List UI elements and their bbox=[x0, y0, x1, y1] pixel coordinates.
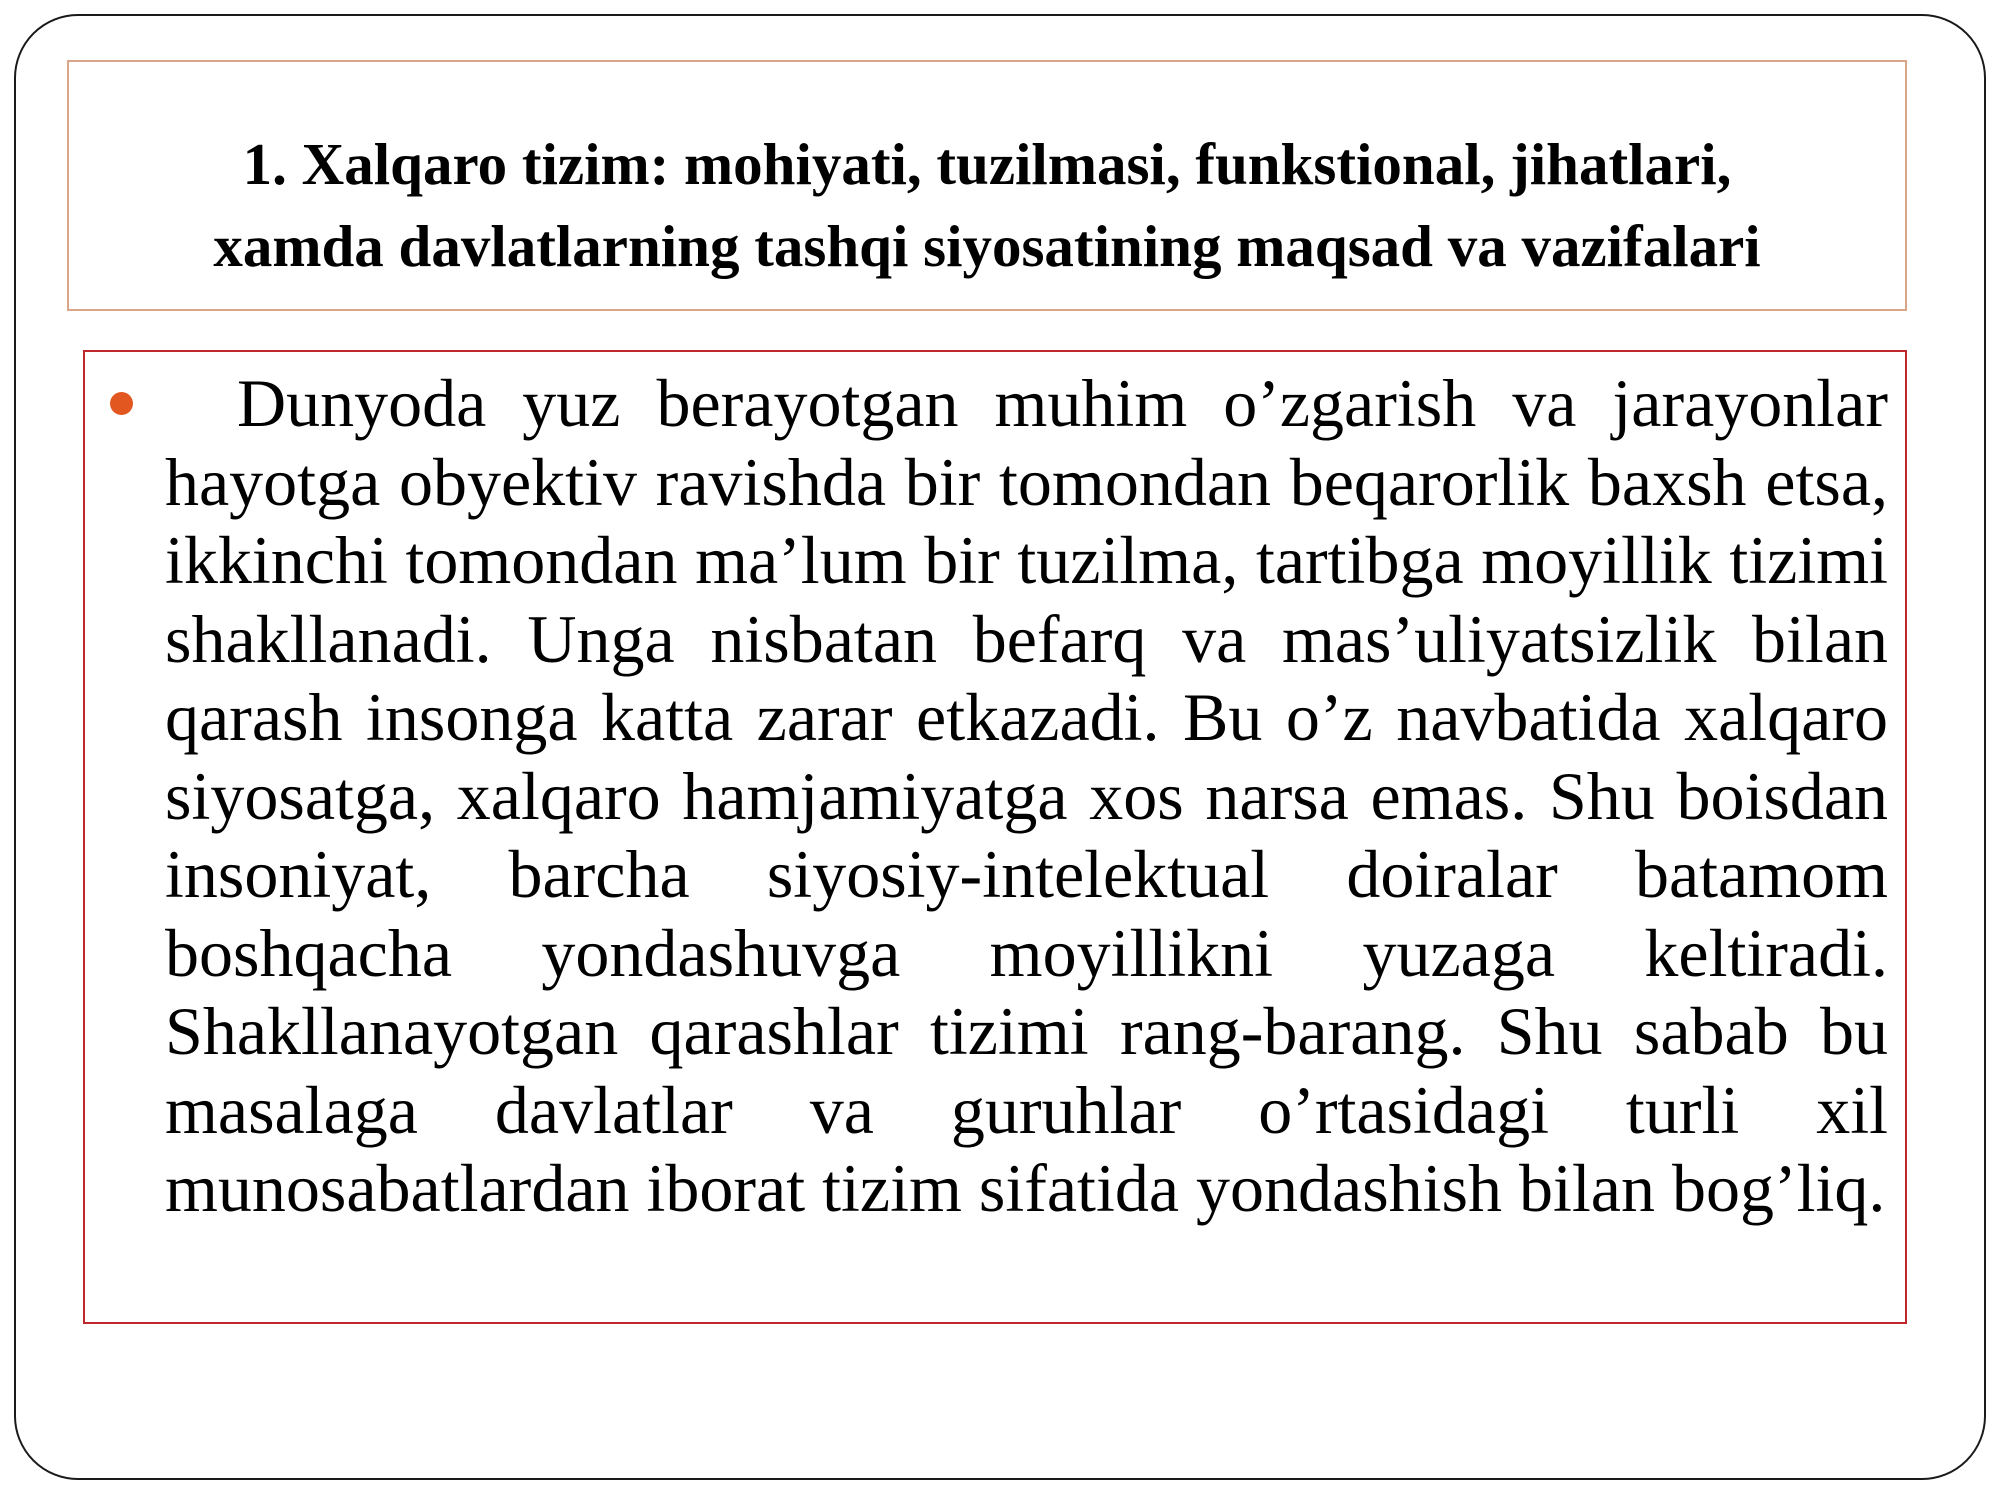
bullet-dot-icon bbox=[110, 392, 133, 415]
slide-title: 1. Xalqaro tizim: mohiyati, tuzilmasi, funkstional, jihatlari, xamda davlatlarning tashqi siyosatining maqsad va vazifalari bbox=[213, 131, 1761, 279]
title-box bbox=[67, 60, 1907, 311]
content-box bbox=[83, 350, 1907, 1324]
body-paragraph: Dunyoda yuz berayotgan muhim o’zgarish va jarayonlar hayotga obyektiv ravishda bir tomondan beqarorlik baxsh etsa, ikkinchi tomondan ma’lum bir tuzilma, tartibga moyillik tizimi shakllanadi. Unga nisbatan befarq va mas’uliyatsizlik bilan qarash insonga katta zarar etkazadi. Bu o’z navbatida xalqaro siyosatga, xalqaro hamjamiyatga xos narsa emas. Shu boisdan insoniyat, barcha siyosiy-intelektual doiralar batamom boshqacha yondashuvga moyillikni yuzaga keltiradi. Shakllanayotgan qarashlar tizimi rang-barang. Shu sabab bu masalaga davlatlar va guruhlar o’rtasidagi turli xil munosabatlardan iborat tizim sifatida yondashish bilan bog’liq. bbox=[165, 365, 1888, 1226]
